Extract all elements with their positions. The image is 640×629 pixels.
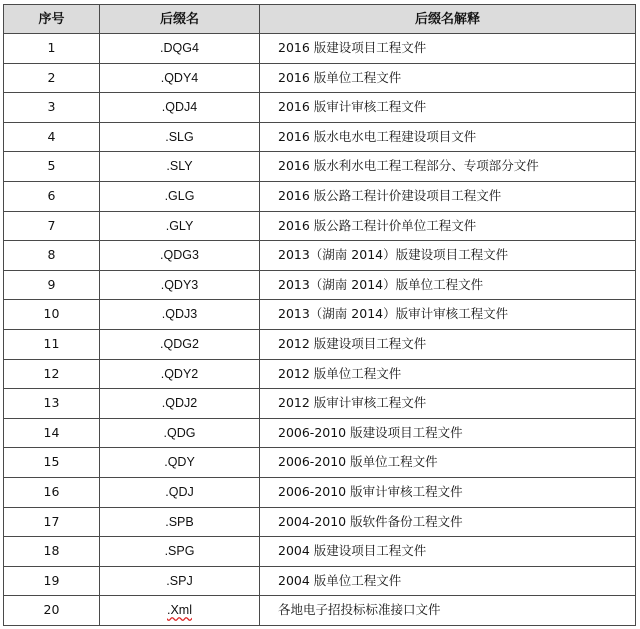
row-index: 18 xyxy=(4,537,100,567)
table-row xyxy=(4,122,636,152)
row-suffix-text: .SLG xyxy=(165,129,194,144)
row-index: 4 xyxy=(4,122,100,152)
table-body xyxy=(4,34,636,626)
row-description: 2006-2010 版单位工程文件 xyxy=(260,448,636,478)
row-suffix-text: .QDY xyxy=(164,455,195,470)
row-suffix xyxy=(100,537,260,567)
row-suffix-text: .DQG4 xyxy=(160,41,199,56)
row-description: 2012 版单位工程文件 xyxy=(260,359,636,389)
row-index: 20 xyxy=(4,596,100,626)
row-suffix xyxy=(100,507,260,537)
row-suffix xyxy=(100,122,260,152)
row-description: 各地电子招投标标准接口文件 xyxy=(260,596,636,626)
row-index: 10 xyxy=(4,300,100,330)
table-row xyxy=(4,270,636,300)
row-suffix xyxy=(100,300,260,330)
row-suffix xyxy=(100,152,260,182)
row-description: 2016 版公路工程计价单位工程文件 xyxy=(260,211,636,241)
table-row xyxy=(4,448,636,478)
table-row xyxy=(4,34,636,64)
row-suffix-text: .QDG2 xyxy=(160,336,199,351)
row-index: 16 xyxy=(4,477,100,507)
row-suffix-text: .QDJ4 xyxy=(161,100,198,115)
table-row xyxy=(4,537,636,567)
row-index: 2 xyxy=(4,63,100,93)
table-row xyxy=(4,566,636,596)
row-suffix xyxy=(100,63,260,93)
row-index: 11 xyxy=(4,329,100,359)
row-suffix xyxy=(100,566,260,596)
row-index: 15 xyxy=(4,448,100,478)
row-suffix xyxy=(100,211,260,241)
row-suffix-text: .QDJ xyxy=(165,484,194,499)
row-suffix-text: .QDG xyxy=(163,425,196,440)
row-description: 2016 版公路工程计价建设项目工程文件 xyxy=(260,181,636,211)
table-row xyxy=(4,359,636,389)
row-index: 9 xyxy=(4,270,100,300)
table-row xyxy=(4,63,636,93)
table-row xyxy=(4,389,636,419)
table-row xyxy=(4,329,636,359)
row-description: 2016 版单位工程文件 xyxy=(260,63,636,93)
row-suffix-text: .QDJ2 xyxy=(161,396,198,411)
row-description: 2013（湖南 2014）版建设项目工程文件 xyxy=(260,241,636,271)
table-row xyxy=(4,300,636,330)
row-description: 2013（湖南 2014）版审计审核工程文件 xyxy=(260,300,636,330)
row-suffix-text: .QDY2 xyxy=(160,366,199,381)
row-suffix xyxy=(100,596,260,626)
row-description: 2016 版水利水电工程工程部分、专项部分文件 xyxy=(260,152,636,182)
row-suffix xyxy=(100,477,260,507)
row-suffix xyxy=(100,329,260,359)
table-row xyxy=(4,477,636,507)
row-description: 2012 版审计审核工程文件 xyxy=(260,389,636,419)
row-suffix xyxy=(100,359,260,389)
row-index: 12 xyxy=(4,359,100,389)
row-suffix xyxy=(100,270,260,300)
row-index: 17 xyxy=(4,507,100,537)
table-row xyxy=(4,181,636,211)
row-description: 2016 版水电水电工程建设项目文件 xyxy=(260,122,636,152)
table-row xyxy=(4,211,636,241)
row-description: 2004 版单位工程文件 xyxy=(260,566,636,596)
row-suffix-text: .QDJ3 xyxy=(161,307,198,322)
suffix-table xyxy=(3,4,636,626)
row-index: 7 xyxy=(4,211,100,241)
row-index: 5 xyxy=(4,152,100,182)
row-suffix-text: .QDY3 xyxy=(160,277,199,292)
row-description: 2004-2010 版软件备份工程文件 xyxy=(260,507,636,537)
row-suffix-text: .SPB xyxy=(165,514,194,529)
row-index: 1 xyxy=(4,34,100,64)
row-suffix xyxy=(100,389,260,419)
row-index: 8 xyxy=(4,241,100,271)
row-index: 19 xyxy=(4,566,100,596)
row-suffix xyxy=(100,418,260,448)
header-suffix: 后缀名 xyxy=(100,5,260,34)
row-suffix-text: .QDY4 xyxy=(160,70,199,85)
row-index: 6 xyxy=(4,181,100,211)
table-row xyxy=(4,596,636,626)
header-index: 序号 xyxy=(4,5,100,34)
row-suffix-text: .GLG xyxy=(164,189,195,204)
row-description: 2016 版建设项目工程文件 xyxy=(260,34,636,64)
row-suffix-text: .SPJ xyxy=(166,573,193,588)
row-suffix-text: .GLY xyxy=(165,218,194,233)
row-index: 3 xyxy=(4,93,100,123)
table-row xyxy=(4,241,636,271)
suffix-table-container xyxy=(3,4,635,626)
row-index: 14 xyxy=(4,418,100,448)
row-description: 2013（湖南 2014）版单位工程文件 xyxy=(260,270,636,300)
row-suffix-text: .SLY xyxy=(166,159,193,174)
row-suffix xyxy=(100,241,260,271)
table-row xyxy=(4,418,636,448)
row-description: 2012 版建设项目工程文件 xyxy=(260,329,636,359)
table-row xyxy=(4,152,636,182)
row-description: 2016 版审计审核工程文件 xyxy=(260,93,636,123)
row-suffix xyxy=(100,181,260,211)
row-suffix-text: .QDG3 xyxy=(160,248,199,263)
row-suffix xyxy=(100,34,260,64)
row-suffix xyxy=(100,93,260,123)
row-suffix-text: .Xml xyxy=(167,603,192,618)
row-description: 2006-2010 版建设项目工程文件 xyxy=(260,418,636,448)
table-header-row xyxy=(4,5,636,34)
row-description: 2006-2010 版审计审核工程文件 xyxy=(260,477,636,507)
table-row xyxy=(4,93,636,123)
row-suffix-text: .SPG xyxy=(164,544,195,559)
row-suffix xyxy=(100,448,260,478)
table-row xyxy=(4,507,636,537)
row-description: 2004 版建设项目工程文件 xyxy=(260,537,636,567)
header-description: 后缀名解释 xyxy=(260,5,636,34)
row-index: 13 xyxy=(4,389,100,419)
